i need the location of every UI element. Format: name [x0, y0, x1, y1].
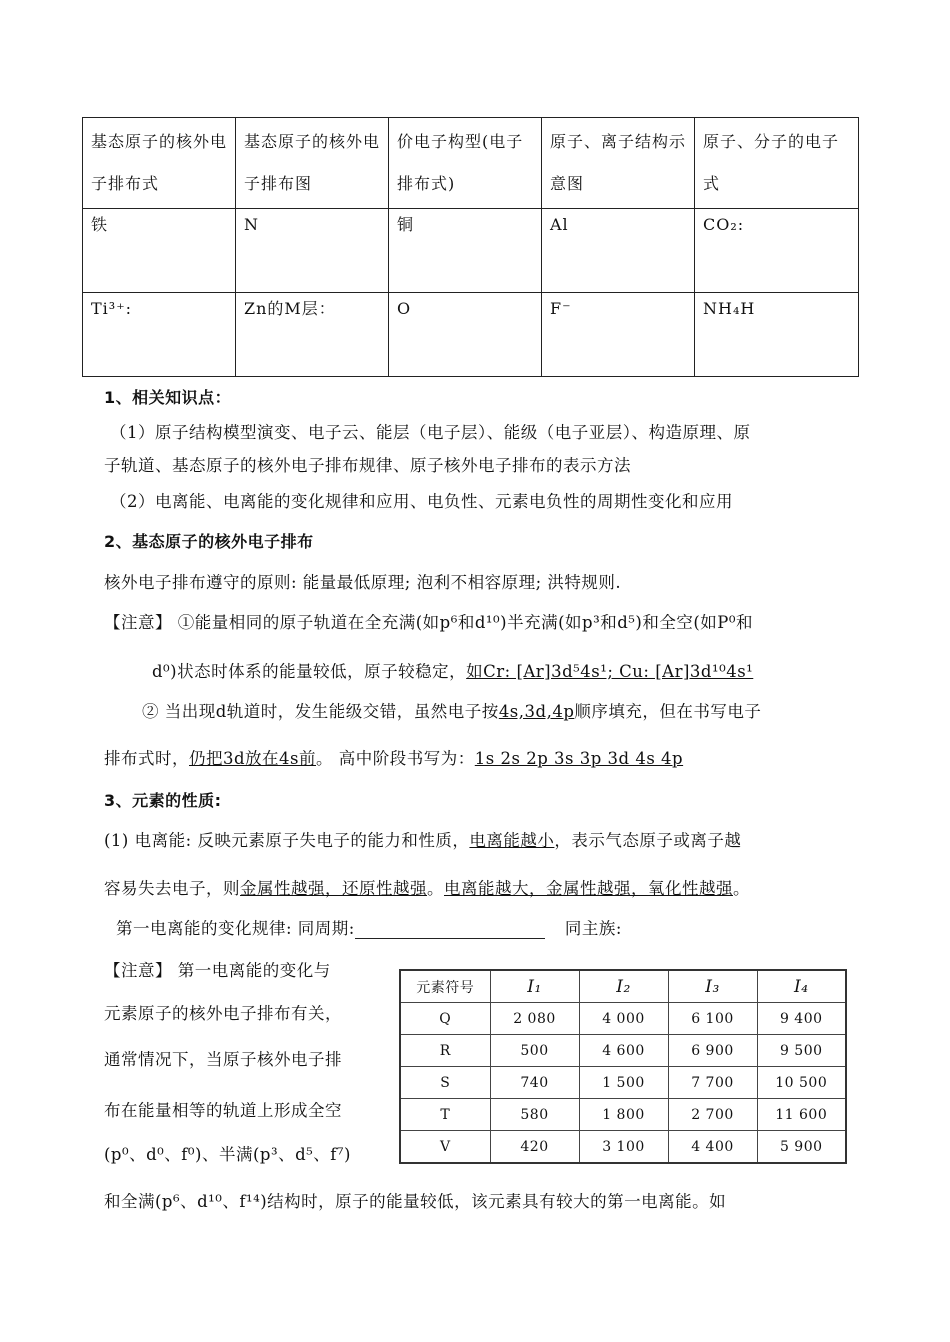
section-3-title: 3、元素的性质:	[104, 791, 222, 810]
header-cell: I₃	[668, 970, 757, 1003]
table-cell: Q	[400, 1003, 490, 1035]
table-cell: Zn的M层：	[236, 293, 389, 377]
table-cell: S	[400, 1067, 490, 1099]
table-row	[400, 1067, 846, 1099]
table-cell: 1 500	[579, 1067, 668, 1099]
table-cell: 7 700	[668, 1067, 757, 1099]
table-cell: N	[236, 209, 389, 293]
table-cell: 580	[490, 1099, 579, 1131]
table-cell: 3 100	[579, 1131, 668, 1164]
table-cell: 11 600	[757, 1099, 846, 1131]
table-row	[400, 1131, 846, 1164]
table-cell: 5 900	[757, 1131, 846, 1164]
table-cell: 1 800	[579, 1099, 668, 1131]
table-cell: 铜	[389, 209, 542, 293]
fill-in-blank	[355, 922, 545, 939]
table-cell: 4 000	[579, 1003, 668, 1035]
header-cell: 基态原子的核外电子排布式	[83, 118, 236, 209]
table-header-row	[83, 118, 859, 209]
table-cell: 9 400	[757, 1003, 846, 1035]
note-text: d⁰)状态时体系的能量较低，原子较稳定，	[152, 662, 467, 681]
table-cell: 2 700	[668, 1099, 757, 1131]
table-cell: T	[400, 1099, 490, 1131]
underlined-text: 仍把3d放在4s前	[189, 749, 317, 768]
note-line: 布在能量相等的轨道上形成全空	[104, 1101, 342, 1120]
header-cell: I₁	[490, 970, 579, 1003]
note-label: 【注意】	[104, 613, 172, 632]
table-cell: V	[400, 1131, 490, 1164]
header-cell: I₄	[757, 970, 846, 1003]
section-1-title: 1、相关知识点：	[104, 388, 232, 407]
ionization-energy-table	[399, 969, 847, 1164]
paragraph-text: 。	[427, 879, 444, 898]
table-cell: 740	[490, 1067, 579, 1099]
table-cell: O	[389, 293, 542, 377]
header-cell: 原子、离子结构示意图	[542, 118, 695, 209]
table-cell: 4 400	[668, 1131, 757, 1164]
underlined-text: 金属性越强，还原性越强	[240, 879, 427, 898]
note-line: 通常情况下，当原子核外电子排	[104, 1050, 342, 1069]
table-cell: 420	[490, 1131, 579, 1164]
table-cell: Ti³⁺:	[83, 293, 236, 377]
paragraph-text: 容易失去电子，则	[104, 879, 240, 898]
paragraph-line: 核外电子排布遵守的原则: 能量最低原理; 泡利不相容原理; 洪特规则.	[104, 573, 622, 592]
table-cell: Al	[542, 209, 695, 293]
note-line: (p⁰、d⁰、f⁰)、半满(p³、d⁵、f⁷)	[104, 1145, 351, 1164]
rule-text: 同主族:	[564, 919, 622, 938]
table-cell: 10 500	[757, 1067, 846, 1099]
table-cell: R	[400, 1035, 490, 1067]
paragraph-text: 。	[733, 879, 750, 898]
table-row	[400, 1099, 846, 1131]
note-line	[152, 658, 753, 682]
note-text: 顺序填充，但在书写电子	[574, 702, 762, 721]
paragraph-text: ，表示气态原子或离子越	[554, 831, 742, 850]
paragraph-line	[104, 875, 750, 899]
note-line	[104, 957, 331, 981]
rule-line	[116, 915, 622, 939]
header-cell: 原子、分子的电子式	[695, 118, 859, 209]
table-header-row	[400, 970, 846, 1003]
underlined-text: 1s 2s 2p 3s 3p 3d 4s 4p	[474, 749, 684, 768]
table-cell: 500	[490, 1035, 579, 1067]
paragraph-line: 子轨道、基态原子的核外电子排布规律、原子核外电子排布的表示方法	[104, 456, 631, 475]
underlined-text: 电离能越大，金属性越强，氧化性越强	[444, 879, 733, 898]
underlined-text: 4s,3d,4p	[498, 702, 575, 721]
note-label: 【注意】	[104, 961, 172, 980]
header-cell: 元素符号	[400, 970, 490, 1003]
header-cell: I₂	[579, 970, 668, 1003]
electron-config-table	[82, 117, 859, 377]
table-cell: F⁻	[542, 293, 695, 377]
table-cell: 6 900	[668, 1035, 757, 1067]
note-text: ①能量相同的原子轨道在全充满(如p⁶和d¹⁰)半充满(如p³和d⁵)和全空(如P⁰和	[177, 613, 753, 632]
table-cell: CO₂:	[695, 209, 859, 293]
table-cell: 铁	[83, 209, 236, 293]
table-cell: NH₄H	[695, 293, 859, 377]
paragraph-line: （1）原子结构模型演变、电子云、能层（电子层）、能级（电子亚层）、构造原理、原	[110, 423, 751, 442]
note-line	[142, 698, 761, 722]
underlined-text: 如Cr: [Ar]3d⁵4s¹; Cu: [Ar]3d¹⁰4s¹	[466, 662, 754, 681]
note-line	[104, 745, 683, 769]
header-cell: 基态原子的核外电子排布图	[236, 118, 389, 209]
paragraph-text: (1) 电离能: 反映元素原子失电子的能力和性质，	[104, 831, 470, 850]
paragraph-line	[104, 827, 741, 851]
table-cell: 6 100	[668, 1003, 757, 1035]
rule-text: 第一电离能的变化规律: 同周期:	[116, 919, 355, 938]
note-text: ② 当出现d轨道时，发生能级交错，虽然电子按	[142, 702, 499, 721]
paragraph-line: （2）电离能、电离能的变化规律和应用、电负性、元素电负性的周期性变化和应用	[110, 492, 733, 511]
note-line: 元素原子的核外电子排布有关，	[104, 1004, 342, 1023]
table-cell: 9 500	[757, 1035, 846, 1067]
note-line	[104, 609, 753, 633]
paragraph-line: 和全满(p⁶、d¹⁰、f¹⁴)结构时，原子的能量较低，该元素具有较大的第一电离能。如	[104, 1192, 727, 1211]
table-row	[400, 1003, 846, 1035]
section-2-title: 2、基态原子的核外电子排布	[104, 532, 314, 551]
note-text: 第一电离能的变化与	[177, 961, 331, 980]
table-row	[83, 293, 859, 377]
table-cell: 2 080	[490, 1003, 579, 1035]
table-row	[400, 1035, 846, 1067]
table-cell: 4 600	[579, 1035, 668, 1067]
note-text: 排布式时，	[104, 749, 189, 768]
note-text: 。 高中阶段书写为：	[316, 749, 475, 768]
table-row	[83, 209, 859, 293]
underlined-text: 电离能越小	[469, 831, 555, 850]
header-cell: 价电子构型(电子排布式)	[389, 118, 542, 209]
